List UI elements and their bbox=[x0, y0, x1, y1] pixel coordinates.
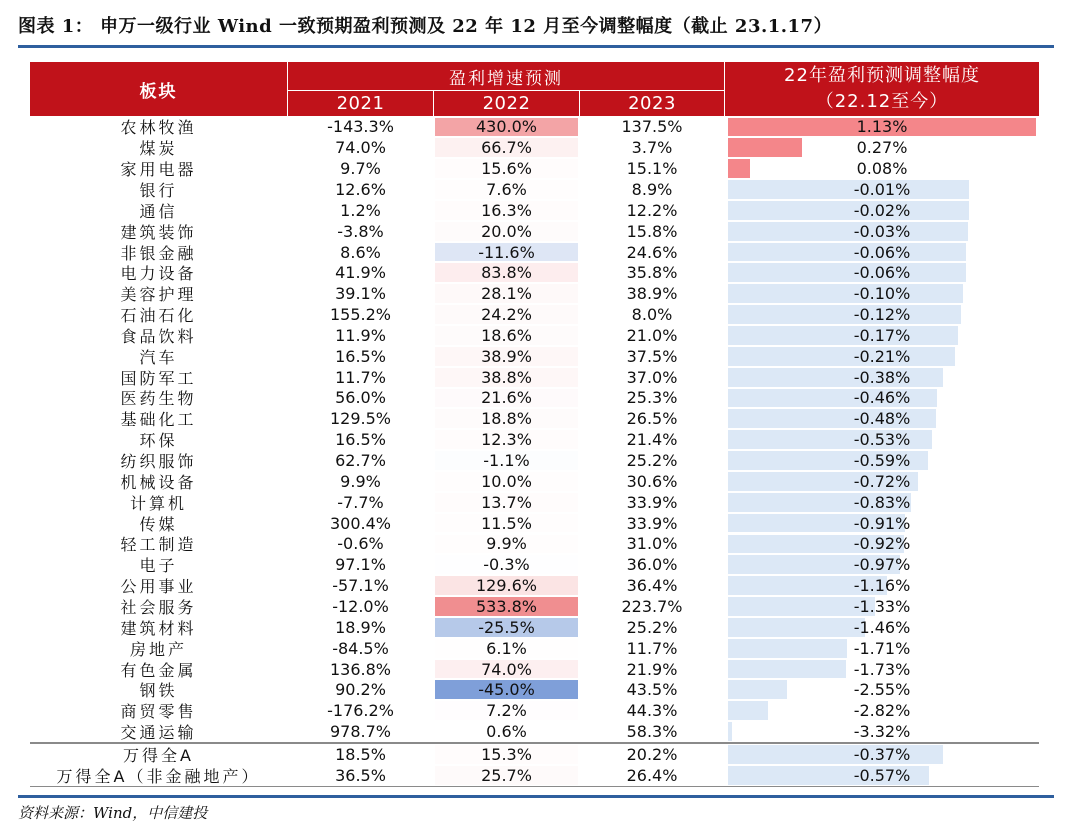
growth-2022-value: 7.6% bbox=[486, 179, 527, 199]
growth-2022-value: 38.9% bbox=[481, 346, 532, 366]
sector-name: 房地产 bbox=[129, 639, 187, 659]
growth-2023-value: 223.7% bbox=[621, 596, 683, 616]
growth-2021-value: 129.5% bbox=[329, 409, 391, 429]
growth-2023-value: 21.0% bbox=[626, 325, 678, 345]
adjustment-value: -0.01% bbox=[853, 179, 911, 199]
sector-name: 传媒 bbox=[139, 514, 178, 534]
source-note: 资料来源：Wind，中信建投 bbox=[18, 804, 208, 822]
header-adjustment-line1: 22年盈利预测调整幅度 bbox=[784, 65, 980, 86]
sector-name: 食品饮料 bbox=[120, 326, 197, 346]
adjustment-value: -0.03% bbox=[853, 221, 911, 241]
growth-2023-value: 36.0% bbox=[626, 555, 678, 575]
growth-2021-value: 8.6% bbox=[340, 242, 381, 262]
growth-2021-value: 155.2% bbox=[329, 305, 391, 325]
growth-2022-value: 25.7% bbox=[481, 765, 532, 785]
growth-2023-value: 38.9% bbox=[626, 284, 678, 304]
sector-name: 机械设备 bbox=[120, 472, 197, 492]
growth-2021-value: -3.8% bbox=[337, 221, 384, 241]
growth-2021-value: 41.9% bbox=[335, 263, 386, 283]
adjustment-value: -1.71% bbox=[853, 638, 911, 658]
adjustment-value: -0.97% bbox=[853, 555, 911, 575]
sector-name: 银行 bbox=[139, 180, 178, 200]
growth-2023-value: 8.0% bbox=[631, 305, 673, 325]
growth-2023-value: 25.3% bbox=[626, 388, 678, 408]
adjustment-value: -2.82% bbox=[853, 701, 911, 721]
growth-2021-value: 16.5% bbox=[335, 346, 386, 366]
growth-2023-value: 24.6% bbox=[626, 242, 678, 262]
growth-2023-value: 8.9% bbox=[631, 179, 673, 199]
sector-name: 煤炭 bbox=[139, 139, 178, 159]
adjustment-value: -0.83% bbox=[853, 492, 911, 512]
adjustment-value: -1.33% bbox=[853, 596, 911, 616]
sector-name: 家用电器 bbox=[120, 160, 197, 180]
growth-2023-value: 21.4% bbox=[626, 430, 678, 450]
adjustment-value: -0.92% bbox=[853, 534, 911, 554]
adjustment-value: -0.91% bbox=[853, 513, 911, 533]
header-year-2022: 2022 bbox=[434, 90, 579, 116]
sector-name: 汽车 bbox=[139, 347, 178, 367]
growth-2021-value: 1.2% bbox=[340, 200, 381, 220]
growth-2023-value: 15.1% bbox=[626, 159, 678, 179]
growth-2021-value: 300.4% bbox=[329, 513, 391, 533]
header-year-2023: 2023 bbox=[580, 90, 724, 116]
growth-2022-value: 74.0% bbox=[481, 659, 532, 679]
sector-name: 社会服务 bbox=[120, 597, 197, 617]
bottom-rule bbox=[18, 795, 1054, 798]
growth-2022-value: 66.7% bbox=[481, 138, 532, 158]
growth-2021-value: 62.7% bbox=[335, 451, 386, 471]
header-adjustment-line2: （22.12至今） bbox=[815, 91, 949, 112]
growth-2022-value: -45.0% bbox=[478, 680, 535, 700]
growth-2022-value: 430.0% bbox=[475, 117, 537, 137]
growth-2021-value: -0.6% bbox=[337, 534, 384, 554]
header-separator bbox=[433, 90, 434, 116]
growth-2021-value: 11.7% bbox=[335, 367, 386, 387]
growth-2021-value: 978.7% bbox=[329, 722, 391, 742]
growth-2023-value: 30.6% bbox=[626, 471, 678, 491]
adjustment-value: -0.59% bbox=[853, 451, 911, 471]
growth-2021-value: 136.8% bbox=[329, 659, 391, 679]
adjustment-value: -0.72% bbox=[853, 471, 911, 491]
adjustment-value: -0.53% bbox=[853, 430, 911, 450]
growth-2021-value: 18.9% bbox=[335, 617, 386, 637]
growth-2023-value: 25.2% bbox=[626, 451, 678, 471]
header-separator bbox=[724, 62, 725, 116]
growth-2021-value: -143.3% bbox=[327, 117, 394, 137]
header-adjustment bbox=[725, 62, 1039, 116]
sector-name: 非银金融 bbox=[120, 243, 197, 263]
adjustment-value: 0.27% bbox=[856, 138, 908, 158]
growth-2021-value: 12.6% bbox=[335, 179, 386, 199]
growth-2022-value: 533.8% bbox=[475, 596, 537, 616]
sector-name: 医药生物 bbox=[120, 389, 197, 409]
adjustment-value: -0.06% bbox=[853, 263, 911, 283]
top-rule bbox=[18, 45, 1054, 48]
adjustment-value: -0.57% bbox=[853, 765, 911, 785]
sector-name: 纺织服饰 bbox=[120, 452, 197, 472]
growth-2022-value: 20.0% bbox=[481, 221, 532, 241]
growth-2021-value: -7.7% bbox=[337, 492, 384, 512]
growth-2022-value: 18.6% bbox=[481, 325, 532, 345]
adjustment-value: -0.21% bbox=[853, 346, 911, 366]
growth-2023-value: 26.5% bbox=[626, 409, 678, 429]
growth-2022-value: 16.3% bbox=[481, 200, 532, 220]
growth-2022-value: -1.1% bbox=[483, 451, 530, 471]
growth-2021-value: 18.5% bbox=[335, 744, 386, 764]
adjustment-value: -1.46% bbox=[853, 617, 911, 637]
growth-2022-value: 21.6% bbox=[481, 388, 532, 408]
growth-2021-value: 39.1% bbox=[335, 284, 386, 304]
sector-name: 公用事业 bbox=[120, 577, 197, 597]
growth-2023-value: 3.7% bbox=[631, 138, 673, 158]
growth-2022-value: 7.2% bbox=[486, 701, 527, 721]
sector-name: 电力设备 bbox=[120, 264, 197, 284]
growth-2021-value: 9.7% bbox=[340, 159, 381, 179]
growth-2022-value: 13.7% bbox=[481, 492, 532, 512]
growth-2022-value: 6.1% bbox=[486, 638, 527, 658]
growth-2023-value: 43.5% bbox=[626, 680, 678, 700]
growth-2023-value: 44.3% bbox=[626, 701, 678, 721]
adjustment-value: -0.12% bbox=[853, 305, 911, 325]
adjustment-value: -0.46% bbox=[853, 388, 911, 408]
growth-2023-value: 11.7% bbox=[626, 638, 678, 658]
adjustment-value: -0.38% bbox=[853, 367, 911, 387]
adjustment-value: 1.13% bbox=[856, 117, 908, 137]
growth-2023-value: 35.8% bbox=[626, 263, 678, 283]
adjustment-value: -0.37% bbox=[853, 744, 911, 764]
adjustment-value: -0.02% bbox=[853, 200, 911, 220]
adjustment-value: -1.73% bbox=[853, 659, 911, 679]
growth-2022-value: -0.3% bbox=[483, 555, 530, 575]
growth-2021-value: 11.9% bbox=[335, 325, 386, 345]
growth-2021-value: 56.0% bbox=[335, 388, 386, 408]
growth-2022-value: 0.6% bbox=[486, 722, 527, 742]
growth-2022-value: 11.5% bbox=[481, 513, 532, 533]
growth-2023-value: 137.5% bbox=[621, 117, 683, 137]
sector-name: 国防军工 bbox=[120, 368, 197, 388]
growth-2022-value: 10.0% bbox=[481, 471, 532, 491]
header-growth-group: 盈利增速预测 bbox=[288, 62, 724, 90]
header-separator bbox=[579, 90, 580, 116]
adjustment-value: -0.17% bbox=[853, 325, 911, 345]
growth-2021-value: 97.1% bbox=[335, 555, 386, 575]
growth-2022-value: 12.3% bbox=[481, 430, 532, 450]
growth-2021-value: 9.9% bbox=[340, 471, 381, 491]
growth-2023-value: 12.2% bbox=[626, 200, 678, 220]
growth-2022-value: 15.3% bbox=[481, 744, 532, 764]
growth-2023-value: 58.3% bbox=[626, 722, 678, 742]
growth-2023-value: 37.0% bbox=[626, 367, 678, 387]
sector-name: 农林牧渔 bbox=[120, 118, 197, 138]
header-year-2021: 2021 bbox=[288, 90, 433, 116]
adjustment-value: 0.08% bbox=[856, 159, 908, 179]
growth-2021-value: 36.5% bbox=[335, 765, 386, 785]
growth-2022-value: 83.8% bbox=[481, 263, 532, 283]
growth-2021-value: -176.2% bbox=[327, 701, 394, 721]
growth-2023-value: 31.0% bbox=[626, 534, 678, 554]
growth-2022-value: 38.8% bbox=[481, 367, 532, 387]
adjustment-value: -3.32% bbox=[853, 722, 911, 742]
growth-2023-value: 37.5% bbox=[626, 346, 678, 366]
growth-2021-value: -57.1% bbox=[332, 576, 389, 596]
growth-2023-value: 33.9% bbox=[626, 492, 678, 512]
growth-2021-value: 74.0% bbox=[335, 138, 386, 158]
growth-2023-value: 21.9% bbox=[626, 659, 678, 679]
sector-name: 电子 bbox=[139, 556, 178, 576]
growth-2022-value: 15.6% bbox=[481, 159, 532, 179]
header-separator bbox=[287, 62, 288, 116]
growth-2022-value: 28.1% bbox=[481, 284, 532, 304]
growth-2022-value: -11.6% bbox=[478, 242, 535, 262]
growth-2023-value: 15.8% bbox=[626, 221, 678, 241]
adjustment-value: -2.55% bbox=[853, 680, 911, 700]
growth-2021-value: -12.0% bbox=[332, 596, 389, 616]
adjustment-value: -0.10% bbox=[853, 284, 911, 304]
growth-2023-value: 26.4% bbox=[626, 765, 678, 785]
header-sector: 板块 bbox=[30, 62, 287, 116]
growth-2023-value: 33.9% bbox=[626, 513, 678, 533]
growth-2023-value: 25.2% bbox=[626, 617, 678, 637]
sector-name: 通信 bbox=[139, 201, 178, 221]
sector-name: 计算机 bbox=[129, 493, 187, 513]
growth-2023-value: 20.2% bbox=[626, 744, 678, 764]
sector-name: 有色金属 bbox=[120, 660, 197, 680]
growth-2022-value: 18.8% bbox=[481, 409, 532, 429]
sector-name: 环保 bbox=[139, 431, 178, 451]
growth-2022-value: -25.5% bbox=[478, 617, 535, 637]
growth-2021-value: 90.2% bbox=[335, 680, 386, 700]
growth-2021-value: 16.5% bbox=[335, 430, 386, 450]
growth-2023-value: 36.4% bbox=[626, 576, 678, 596]
growth-2022-value: 24.2% bbox=[481, 305, 532, 325]
sector-name: 商贸零售 bbox=[120, 702, 197, 722]
sector-name: 钢铁 bbox=[139, 681, 178, 701]
summary-row-name: 万得全A（非金融地产） bbox=[56, 766, 261, 786]
adjustment-value: -0.06% bbox=[853, 242, 911, 262]
growth-2022-value: 9.9% bbox=[486, 534, 527, 554]
growth-2022-value: 129.6% bbox=[475, 576, 537, 596]
sector-name: 美容护理 bbox=[120, 285, 197, 305]
adjustment-value: -1.16% bbox=[853, 576, 911, 596]
figure-title: 图表 1： 申万一级行业 Wind 一致预期盈利预测及 22 年 12 月至今调整幅度（截止 23.1.17） bbox=[18, 16, 833, 37]
sector-name: 交通运输 bbox=[120, 723, 197, 743]
summary-row-name: 万得全A bbox=[123, 745, 194, 765]
sector-name: 基础化工 bbox=[120, 410, 197, 430]
sector-name: 建筑装饰 bbox=[120, 222, 197, 242]
sector-name: 建筑材料 bbox=[120, 618, 197, 638]
sector-name: 轻工制造 bbox=[120, 535, 197, 555]
growth-2021-value: -84.5% bbox=[332, 638, 389, 658]
sector-name: 石油石化 bbox=[120, 306, 197, 326]
adjustment-value: -0.48% bbox=[853, 409, 911, 429]
